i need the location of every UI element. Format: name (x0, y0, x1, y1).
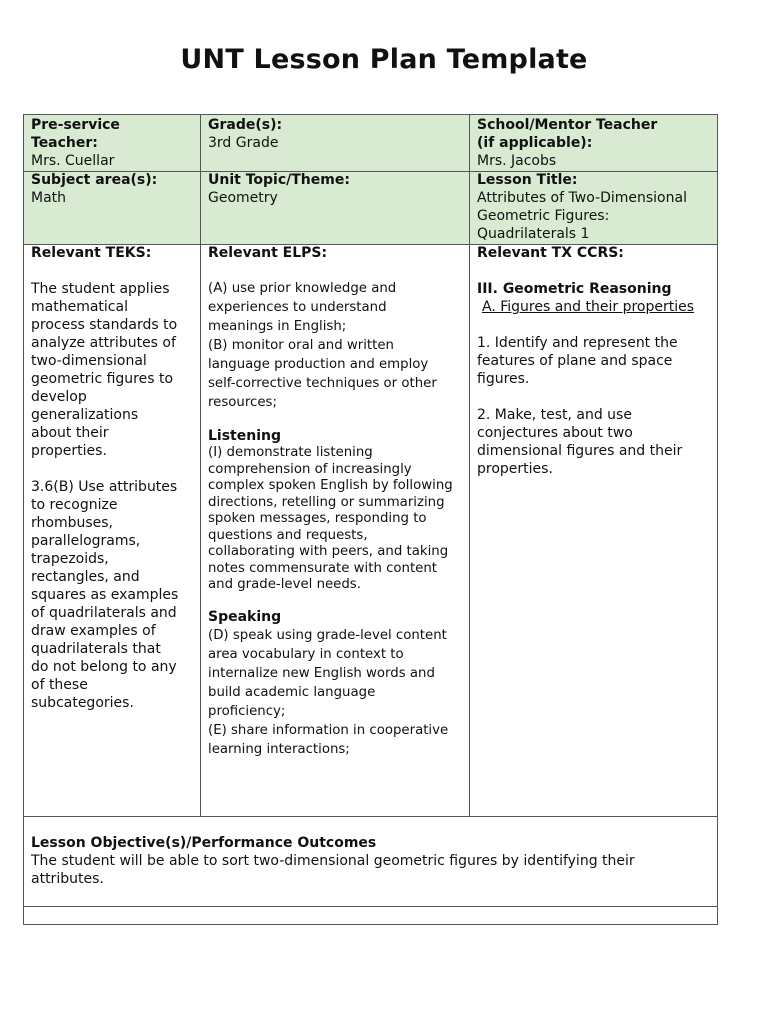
subject-label: Subject area(s): (31, 172, 158, 188)
grade-label: Grade(s): (208, 117, 283, 133)
ccrs-label: Relevant TX CCRS: (477, 245, 624, 261)
speaking-label: Speaking (208, 608, 282, 625)
lesson-title-cell (477, 171, 713, 243)
ccrs-subsection: A. Figures and their properties (482, 299, 695, 315)
text-line: develop (31, 389, 87, 405)
row-divider (24, 816, 717, 817)
objective-cell (31, 834, 711, 888)
text-line: properties. (31, 443, 107, 459)
text-line: and grade-level needs. (208, 577, 361, 592)
text-line: complex spoken English by following (208, 478, 453, 493)
lesson-plan-table (23, 114, 718, 925)
text-line: resources; (208, 395, 277, 410)
text-line: subcategories. (31, 695, 134, 711)
text-line: dimensional figures and their (477, 443, 683, 459)
listening-block (208, 445, 466, 594)
ccrs-section: III. Geometric Reasoning (477, 281, 672, 297)
preservice-teacher-cell (31, 116, 196, 170)
text-line: about their (31, 425, 109, 441)
text-line: questions and requests, (208, 527, 368, 543)
ccrs-cell (477, 244, 715, 478)
text-line: 3.6(B) Use attributes (31, 479, 178, 495)
text-line: meanings in English; (208, 319, 347, 334)
text-line: (B) monitor oral and written (208, 338, 394, 353)
text-line: language production and employ (208, 357, 429, 372)
text-line: trapezoids, (31, 551, 109, 567)
text-line: do not belong to any (31, 659, 177, 675)
preservice-value: Mrs. Cuellar (31, 153, 115, 169)
unit-cell (208, 171, 463, 207)
text-line: of these (31, 677, 88, 693)
text-line: properties. (477, 461, 553, 477)
text-line: generalizations (31, 407, 139, 423)
text-line: collaborating with peers, and taking (208, 544, 449, 559)
lesson-title-value: Attributes of Two-Dimensional (477, 190, 687, 206)
teks-standard (31, 478, 197, 712)
school-cell (477, 116, 713, 170)
column-divider (200, 115, 201, 816)
text-line: spoken messages, responding to (208, 511, 427, 526)
elps-label: Relevant ELPS: (208, 245, 328, 261)
text-line: comprehension of increasingly (208, 461, 412, 477)
text-line: self-corrective techniques or other (208, 376, 437, 391)
text-line: squares as examples (31, 587, 179, 603)
teks-cell (31, 244, 197, 712)
text-line: 1. Identify and represent the (477, 335, 678, 351)
text-line: area vocabulary in context to (208, 646, 404, 662)
text-line: (I) demonstrate listening (208, 445, 373, 460)
objective-text-2: attributes. (31, 871, 104, 887)
school-label-2: (if applicable): (477, 135, 593, 151)
text-line: experiences to understand (208, 300, 387, 315)
elps-block (208, 279, 466, 412)
text-line: analyze attributes of (31, 335, 176, 351)
subject-cell (31, 171, 196, 207)
listening-label: Listening (208, 428, 281, 444)
lesson-title-value-3: Quadrilaterals 1 (477, 226, 590, 242)
text-line: internalize new English words and (208, 665, 435, 681)
objective-label: Lesson Objective(s)/Performance Outcomes (31, 835, 377, 851)
school-value: Mrs. Jacobs (477, 153, 557, 169)
text-line: 2. Make, test, and use (477, 407, 632, 423)
text-line: (D) speak using grade-level content (208, 627, 447, 643)
text-line: quadrilaterals that (31, 641, 161, 657)
preservice-label-2: Teacher: (31, 135, 98, 151)
column-divider (469, 115, 470, 816)
text-line: rectangles, and (31, 569, 140, 585)
unit-label: Unit Topic/Theme: (208, 172, 350, 188)
speaking-block (208, 626, 466, 759)
school-label: School/Mentor Teacher (477, 117, 658, 133)
subject-value: Math (31, 190, 67, 206)
unit-value: Geometry (208, 190, 278, 206)
objective-text: The student will be able to sort two-dimensional geometric figures by identifying their (31, 853, 635, 869)
text-line: geometric figures to (31, 371, 174, 387)
lesson-title-value-2: Geometric Figures: (477, 208, 610, 224)
text-line: figures. (477, 371, 530, 387)
lesson-title-label: Lesson Title: (477, 172, 578, 188)
text-line: rhombuses, (31, 515, 113, 531)
ccrs-item (477, 406, 715, 478)
teks-label: Relevant TEKS: (31, 245, 152, 261)
document-title: UNT Lesson Plan Template (180, 44, 588, 75)
text-line: mathematical (31, 299, 128, 315)
text-line: build academic language (208, 684, 376, 700)
text-line: conjectures about two (477, 425, 633, 441)
text-line: learning interactions; (208, 741, 350, 757)
text-line: (E) share information in cooperative (208, 722, 449, 738)
text-line: to recognize (31, 497, 118, 513)
text-line: draw examples of (31, 623, 156, 639)
ccrs-item (477, 334, 715, 388)
teks-paragraph (31, 280, 197, 460)
text-line: The student applies (31, 281, 170, 297)
text-line: of quadrilaterals and (31, 605, 177, 621)
preservice-label: Pre-service (31, 117, 120, 133)
text-line: (A) use prior knowledge and (208, 281, 397, 296)
text-line: directions, retelling or summarizing (208, 494, 445, 510)
text-line: two-dimensional (31, 353, 147, 369)
grade-cell (208, 116, 463, 152)
text-line: features of plane and space (477, 353, 673, 369)
text-line: process standards to (31, 317, 178, 333)
row-divider (24, 906, 717, 907)
text-line: proficiency; (208, 703, 286, 719)
text-line: notes commensurate with content (208, 560, 438, 576)
text-line: parallelograms, (31, 533, 141, 549)
elps-cell (208, 244, 466, 759)
grade-value: 3rd Grade (208, 135, 279, 151)
